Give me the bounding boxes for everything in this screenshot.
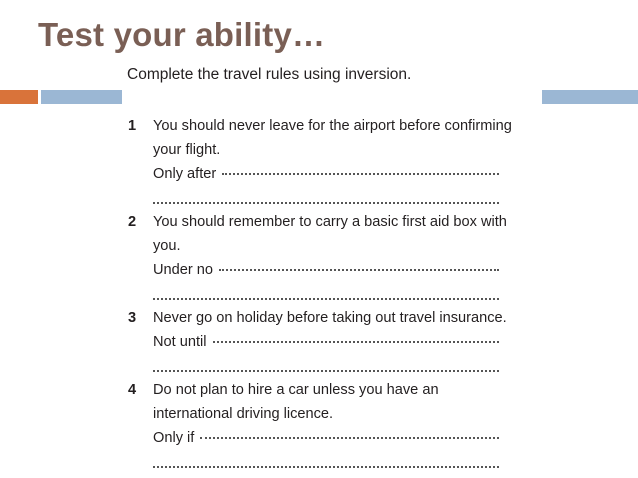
accent-bar-orange [0, 90, 38, 104]
answer-blank[interactable] [200, 435, 499, 439]
item-text: Do not plan to hire a car unless you have an [153, 382, 439, 398]
item-text: You should remember to carry a basic first aid box with [153, 214, 507, 230]
answer-line[interactable] [153, 426, 524, 450]
item-text: You should never leave for the airport before confirming [153, 118, 512, 134]
answer-blank-continuation[interactable] [153, 186, 524, 210]
item-text: you. [153, 238, 181, 254]
slide-title: Test your ability… [38, 16, 326, 53]
answer-line[interactable] [153, 162, 524, 186]
item-text: your flight. [153, 142, 221, 158]
answer-blank-continuation[interactable] [153, 450, 524, 474]
answer-blank[interactable] [222, 171, 499, 175]
exercise-item [124, 114, 524, 210]
accent-bar-blue-right [542, 90, 638, 104]
accent-bar-blue-left [41, 90, 122, 104]
exercise-item [124, 378, 524, 474]
answer-prompt: Not until [153, 334, 207, 350]
item-number: 2 [128, 214, 137, 230]
exercise-item [124, 306, 524, 378]
answer-prompt: Under no [153, 262, 214, 278]
answer-blank-continuation[interactable] [153, 354, 524, 378]
item-text: Never go on holiday before taking out travel insurance. [153, 310, 507, 326]
answer-line[interactable] [153, 330, 524, 354]
exercise-item [124, 210, 524, 306]
answer-blank-continuation[interactable] [153, 282, 524, 306]
item-number: 3 [128, 310, 137, 326]
item-number: 4 [128, 382, 137, 398]
item-text: international driving licence. [153, 406, 334, 422]
answer-blank[interactable] [213, 339, 499, 343]
item-number: 1 [128, 118, 137, 134]
answer-line[interactable] [153, 258, 524, 282]
exercise-instruction: Complete the travel rules using inversion. [127, 66, 412, 83]
exercise-panel [124, 65, 524, 474]
answer-prompt: Only if [153, 430, 195, 446]
answer-blank[interactable] [219, 267, 499, 271]
answer-prompt: Only after [153, 166, 217, 182]
